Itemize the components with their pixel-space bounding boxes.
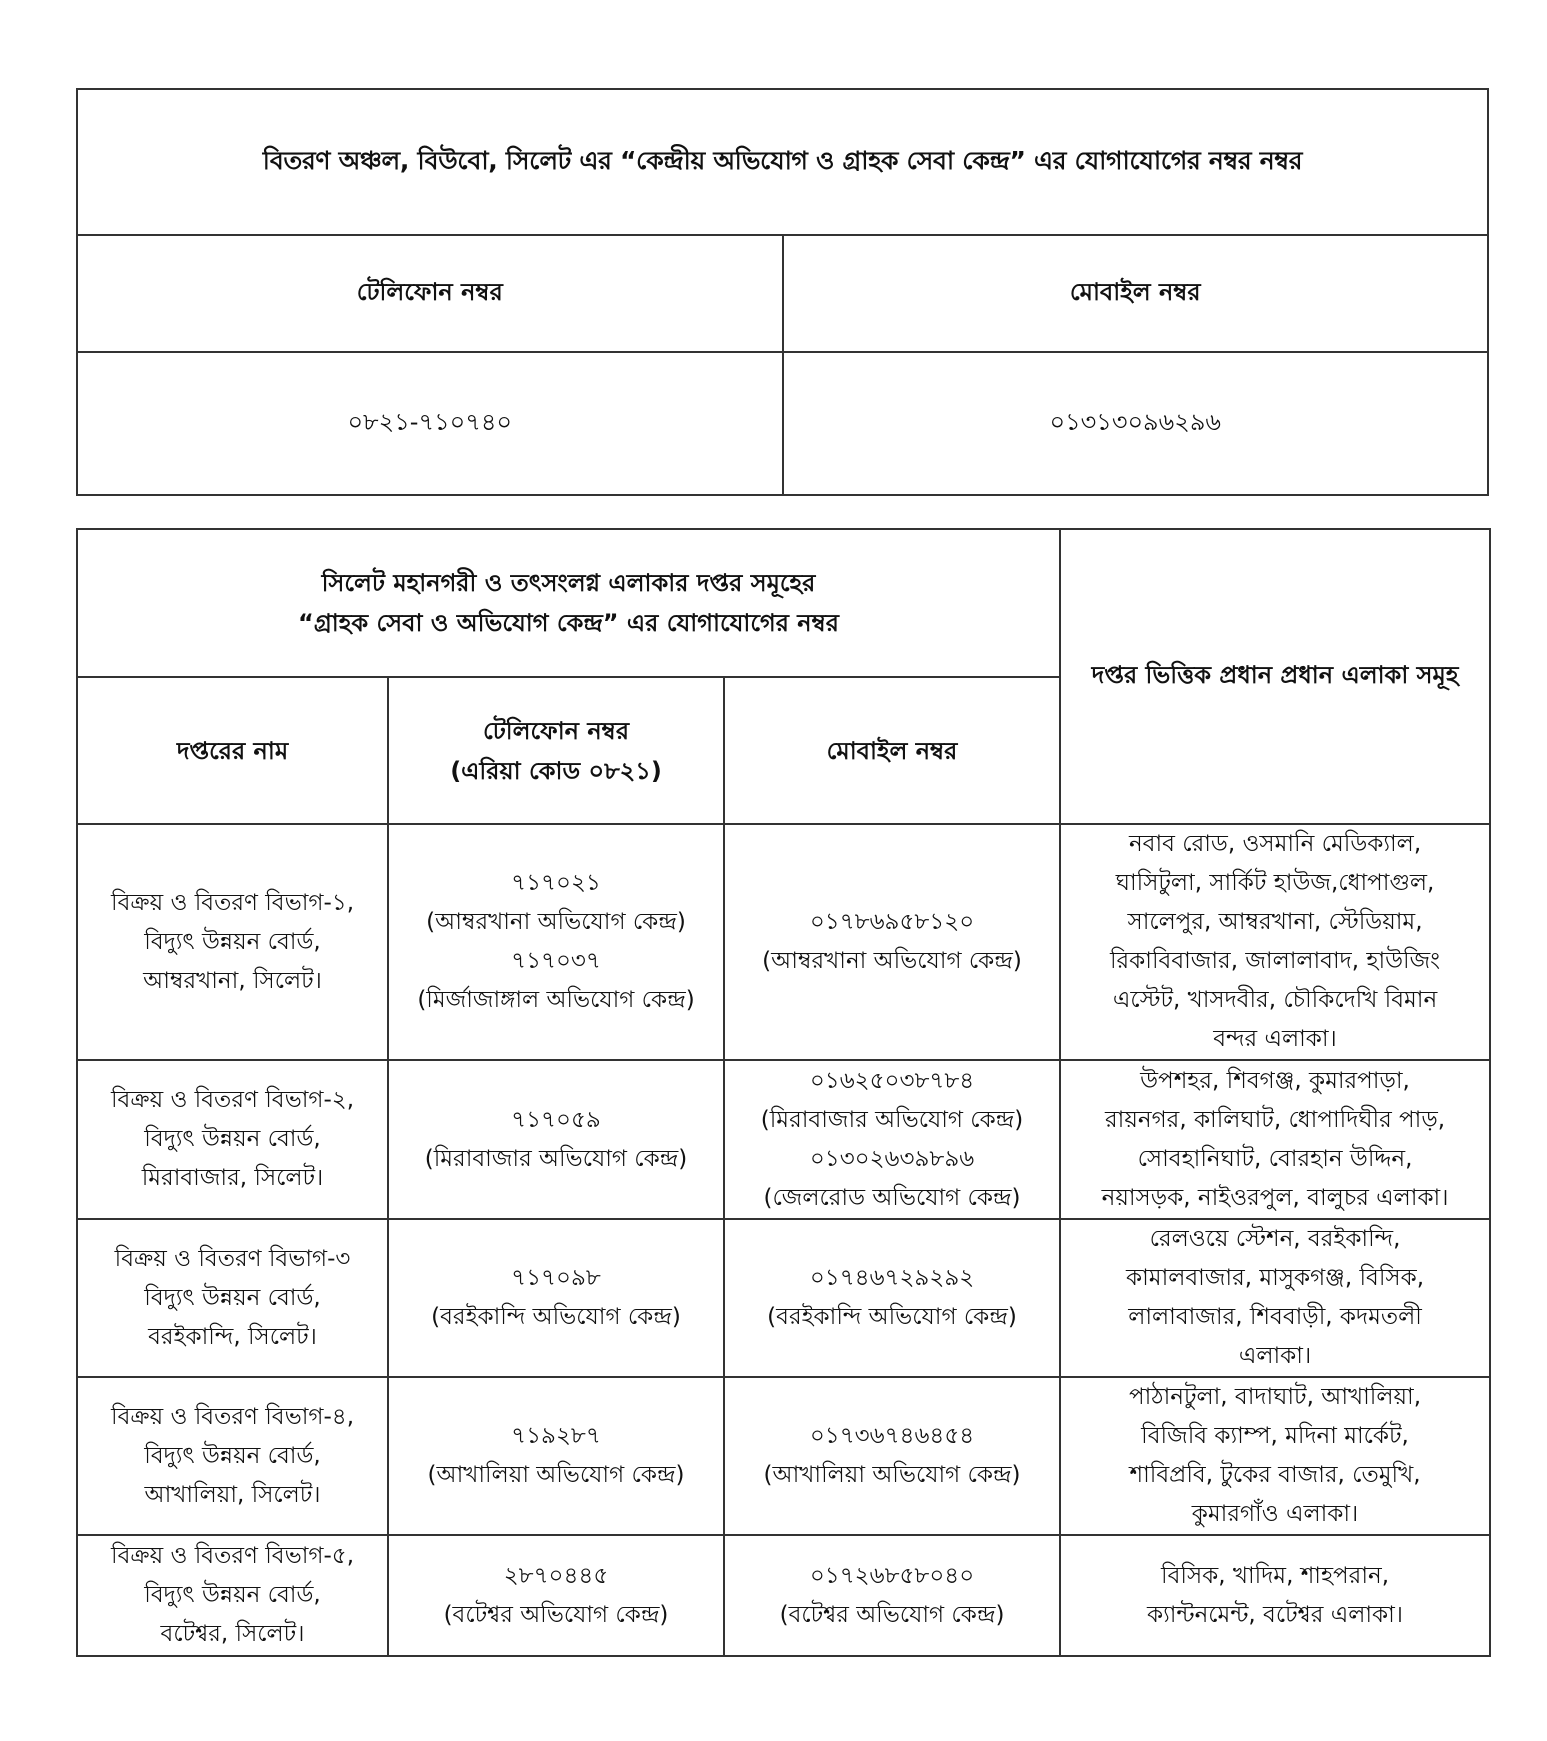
text-line: এস্টেট, খাসদবীর, চৌকিদেখি বিমান [1112, 987, 1438, 1013]
text-line: বিজিবি ক্যাম্প, মদিনা মার্কেট, [1141, 1423, 1409, 1449]
mobile-cell [724, 1377, 1060, 1535]
text-line: রিকাবিবাজার, জালালাবাদ, হাউজিং [1109, 948, 1441, 974]
office-name-cell [77, 1535, 388, 1656]
text-line: বিক্রয় ও বিতরণ বিভাগ-১, [110, 889, 355, 916]
offices-title-line: সিলেট মহানগরী ও তৎসংলগ্ন এলাকার দপ্তর সমূহের [321, 569, 816, 597]
text-line: বিসিক, খাদিম, শাহপরান, [1161, 1562, 1390, 1589]
mobile-cell [724, 1060, 1060, 1219]
telephone-number: ৭১৭০৫৯ [511, 1106, 601, 1133]
text-line: নবাব রোড, ওসমানি মেডিক্যাল, [1128, 831, 1422, 857]
area-code-label: (এরিয়া কোড ০৮২১) [450, 756, 662, 785]
text-line: বিদ্যুৎ উন্নয়ন বোর্ড, [144, 1126, 321, 1152]
centre-name: (বরইকান্দি অভিযোগ কেন্দ্র) [431, 1304, 681, 1330]
text-line: বরইকান্দি, সিলেট। [148, 1323, 317, 1350]
central-telephone-value: ০৮২১-৭১০৭৪০ [77, 352, 783, 495]
table-row [77, 824, 1490, 1060]
mobile-number: ০১৩০২৬৩৯৮৯৬ [809, 1145, 975, 1172]
telephone-header [388, 677, 724, 824]
mobile-number: ০১৭৮৬৯৫৮১২০ [809, 909, 975, 935]
central-contact-table [76, 88, 1489, 496]
text-line: বিদ্যুৎ উন্নয়ন বোর্ড, [144, 1284, 321, 1311]
text-line: বিদ্যুৎ উন্নয়ন বোর্ড, [144, 1442, 321, 1469]
office-name-header: দপ্তরের নাম [77, 677, 388, 824]
centre-name: (আখালিয়া অভিযোগ কেন্দ্র) [427, 1462, 685, 1488]
mobile-number: ০১৭২৬৮৫৮০৪০ [809, 1562, 975, 1589]
text-line: বন্দর এলাকা। [1213, 1026, 1337, 1052]
text-line: বিক্রয় ও বিতরণ বিভাগ-৫, [110, 1543, 355, 1569]
text-line: লালাবাজার, শিববাড়ী, কদমতলী [1128, 1304, 1422, 1330]
text-line: এলাকা। [1238, 1343, 1312, 1369]
text-line: শাবিপ্রবি, টুকের বাজার, তেমুখি, [1129, 1462, 1421, 1488]
text-line: রেলওয়ে স্টেশন, বরইকান্দি, [1149, 1226, 1401, 1252]
table-row [77, 1377, 1490, 1535]
text-line: ঘাসিটুলা, সার্কিট হাউজ,ধোপাগুল, [1115, 870, 1435, 896]
areas-cell [1060, 1535, 1490, 1656]
telephone-cell [388, 1377, 724, 1535]
offices-contact-table [76, 528, 1491, 1657]
telephone-cell [388, 1060, 724, 1219]
text-line: বিক্রয় ও বিতরণ বিভাগ-৩ [114, 1245, 351, 1272]
office-name-cell [77, 1060, 388, 1219]
text-line: আখালিয়া, সিলেট। [144, 1481, 321, 1508]
text-line: বিক্রয় ও বিতরণ বিভাগ-২, [110, 1087, 355, 1113]
central-telephone-header: টেলিফোন নম্বর [77, 235, 783, 352]
text-line: বিক্রয় ও বিতরণ বিভাগ-৪, [110, 1403, 355, 1430]
telephone-number: ৭১৭০২১ [511, 870, 601, 896]
offices-table-title [77, 529, 1060, 677]
central-mobile-header: মোবাইল নম্বর [783, 235, 1489, 352]
centre-name: (আম্বরখানা অভিযোগ কেন্দ্র) [762, 948, 1022, 974]
table-row [77, 1219, 1490, 1377]
centre-name: (বরইকান্দি অভিযোগ কেন্দ্র) [767, 1304, 1017, 1330]
telephone-header-label: টেলিফোন নম্বর [482, 716, 630, 745]
text-line: ক্যান্টনমেন্ট, বটেশ্বর এলাকা। [1147, 1601, 1403, 1628]
text-line: সালেপুর, আম্বরখানা, স্টেডিয়াম, [1127, 909, 1423, 935]
mobile-cell [724, 1535, 1060, 1656]
telephone-cell [388, 824, 724, 1060]
mobile-number: ০১৬২৫০৩৮৭৮৪ [809, 1067, 975, 1094]
office-name-cell [77, 1219, 388, 1377]
text-line: বটেশ্বর, সিলেট। [160, 1621, 305, 1647]
text-line: রায়নগর, কালিঘাট, ধোপাদিঘীর পাড়, [1105, 1106, 1446, 1133]
mobile-header: মোবাইল নম্বর [724, 677, 1060, 824]
offices-title-line: “গ্রাহক সেবা ও অভিযোগ কেন্দ্র” এর যোগাযোগের নম্বর [298, 609, 839, 637]
mobile-number: ০১৭৪৬৭২৯২৯২ [809, 1265, 975, 1291]
office-name-cell [77, 824, 388, 1060]
centre-name: (জেলরোড অভিযোগ কেন্দ্র) [763, 1184, 1021, 1211]
mobile-cell [724, 1219, 1060, 1377]
telephone-cell [388, 1535, 724, 1656]
text-line: মিরাবাজার, সিলেট। [141, 1165, 324, 1191]
text-line: উপশহর, শিবগঞ্জ, কুমারপাড়া, [1140, 1067, 1410, 1094]
telephone-number: ৭১৭০৯৮ [511, 1265, 601, 1291]
text-line: পাঠানটুলা, বাদাঘাট, আখালিয়া, [1129, 1384, 1422, 1410]
central-table-title: বিতরণ অঞ্চল, বিউবো, সিলেট এর “কেন্দ্রীয় অভিযোগ ও গ্রাহক সেবা কেন্দ্র” এর যোগাযোগের নম্বর নম্বর [77, 89, 1488, 235]
telephone-number: ৭১৯২৮৭ [511, 1423, 601, 1449]
text-line: কুমারগাঁও এলাকা। [1191, 1501, 1359, 1527]
telephone-cell [388, 1219, 724, 1377]
text-line: নয়াসড়ক, নাইওরপুল, বালুচর এলাকা। [1101, 1184, 1449, 1211]
central-mobile-value: ০১৩১৩০৯৬২৯৬ [783, 352, 1489, 495]
text-line: আম্বরখানা, সিলেট। [143, 967, 322, 994]
table-row [77, 1535, 1490, 1656]
office-name-cell [77, 1377, 388, 1535]
text-line: সোবহানিঘাট, বোরহান উদ্দিন, [1137, 1145, 1413, 1172]
text-line: বিদ্যুৎ উন্নয়ন বোর্ড, [144, 928, 321, 955]
areas-cell [1060, 1219, 1490, 1377]
text-line: কামালবাজার, মাসুকগঞ্জ, বিসিক, [1126, 1265, 1425, 1291]
centre-name: (মিরাবাজার অভিযোগ কেন্দ্র) [760, 1106, 1024, 1133]
centre-name: (আম্বরখানা অভিযোগ কেন্দ্র) [426, 909, 686, 935]
text-line: বিদ্যুৎ উন্নয়ন বোর্ড, [144, 1582, 321, 1608]
centre-name: (মিরাবাজার অভিযোগ কেন্দ্র) [424, 1145, 688, 1172]
centre-name: (বটেশ্বর অভিযোগ কেন্দ্র) [779, 1601, 1005, 1628]
areas-cell [1060, 824, 1490, 1060]
areas-cell [1060, 1377, 1490, 1535]
centre-name: (বটেশ্বর অভিযোগ কেন্দ্র) [443, 1601, 669, 1628]
centre-name: (মির্জাজাঙ্গাল অভিযোগ কেন্দ্র) [417, 987, 695, 1013]
areas-cell [1060, 1060, 1490, 1219]
mobile-number: ০১৭৩৬৭৪৬৪৫৪ [809, 1423, 975, 1449]
telephone-number: ২৮৭০৪৪৫ [503, 1562, 609, 1589]
table-row [77, 1060, 1490, 1219]
areas-header: দপ্তর ভিত্তিক প্রধান প্রধান এলাকা সমূহ [1060, 529, 1490, 824]
centre-name: (আখালিয়া অভিযোগ কেন্দ্র) [763, 1462, 1021, 1488]
mobile-cell [724, 824, 1060, 1060]
telephone-number: ৭১৭০৩৭ [511, 948, 601, 974]
